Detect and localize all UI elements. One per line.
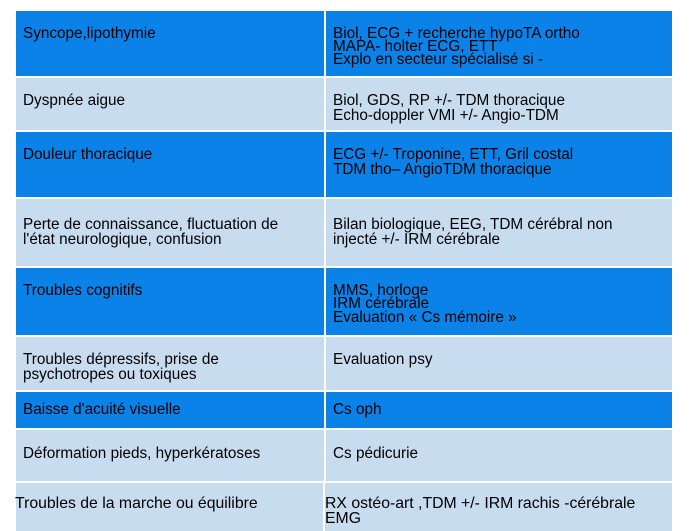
exam-cell [326, 132, 672, 197]
symptom-exam-table [16, 11, 672, 531]
symptom-text: Troubles dépressifs, prise de [23, 351, 219, 368]
symptom-cell [16, 199, 326, 266]
symptom-cell [16, 392, 326, 428]
exam-cell [326, 11, 672, 76]
exam-cell [326, 337, 672, 390]
exam-line: MMS, horloge [333, 282, 429, 299]
table-row [16, 483, 672, 531]
symptom-text: psychotropes ou toxiques [23, 366, 197, 383]
symptom-cell [16, 268, 326, 335]
symptom-cell [16, 337, 326, 390]
exam-line: TDM tho– AngioTDM thoracique [333, 161, 552, 178]
table-row [16, 430, 672, 483]
symptom-text: Syncope,lipothymie [23, 25, 156, 42]
symptom-text: l'état neurologique, confusion [23, 231, 222, 248]
exam-line: Evaluation psy [333, 351, 433, 368]
table-row [16, 268, 672, 337]
table-row [16, 132, 672, 199]
exam-line: Biol, ECG + recherche hypoTA ortho [333, 25, 580, 42]
symptom-text: Baisse d'acuité visuelle [23, 401, 181, 418]
table-row [16, 199, 672, 268]
exam-line: EMG [325, 510, 361, 527]
exam-line: Explo en secteur spécialisé si - [333, 51, 544, 68]
symptom-text: Dyspnée aigue [23, 92, 126, 109]
exam-line: Cs oph [333, 401, 382, 418]
table-row [16, 11, 672, 78]
symptom-cell [16, 430, 326, 481]
symptom-cell [16, 78, 326, 130]
table-row [16, 337, 672, 392]
symptom-cell [16, 132, 326, 197]
exam-line: ECG +/- Troponine, ETT, Gril costal [333, 146, 574, 163]
exam-line: Evaluation « Cs mémoire » [333, 309, 517, 326]
table-row [16, 78, 672, 132]
exam-line: RX ostéo-art ,TDM +/- IRM rachis -cérébrale [325, 495, 636, 512]
exam-line: MAPA- holter ECG, ETT [333, 38, 498, 55]
exam-cell [326, 392, 672, 428]
exam-line: IRM cérébrale [333, 295, 430, 312]
symptom-cell [15, 483, 325, 531]
symptom-text: Déformation pieds, hyperkératoses [23, 445, 261, 462]
exam-line: Bilan biologique, EEG, TDM cérébral non [333, 216, 613, 233]
exam-line: injecté +/- IRM cérébrale [333, 231, 501, 248]
exam-cell [326, 78, 672, 130]
exam-line: Biol, GDS, RP +/- TDM thoracique [333, 92, 565, 109]
exam-cell [325, 483, 672, 531]
symptom-cell [16, 11, 326, 76]
exam-line: Cs pédicurie [333, 445, 419, 462]
exam-cell [326, 199, 672, 266]
symptom-text: Perte de connaissance, fluctuation de [23, 216, 279, 233]
table-row [16, 392, 672, 430]
exam-cell [326, 430, 672, 481]
symptom-text: Troubles de la marche ou équilibre [15, 495, 258, 512]
exam-line: Echo-doppler VMI +/- Angio-TDM [333, 107, 559, 124]
symptom-text: Troubles cognitifs [23, 282, 143, 299]
symptom-text: Douleur thoracique [23, 146, 153, 163]
exam-cell [326, 268, 672, 335]
